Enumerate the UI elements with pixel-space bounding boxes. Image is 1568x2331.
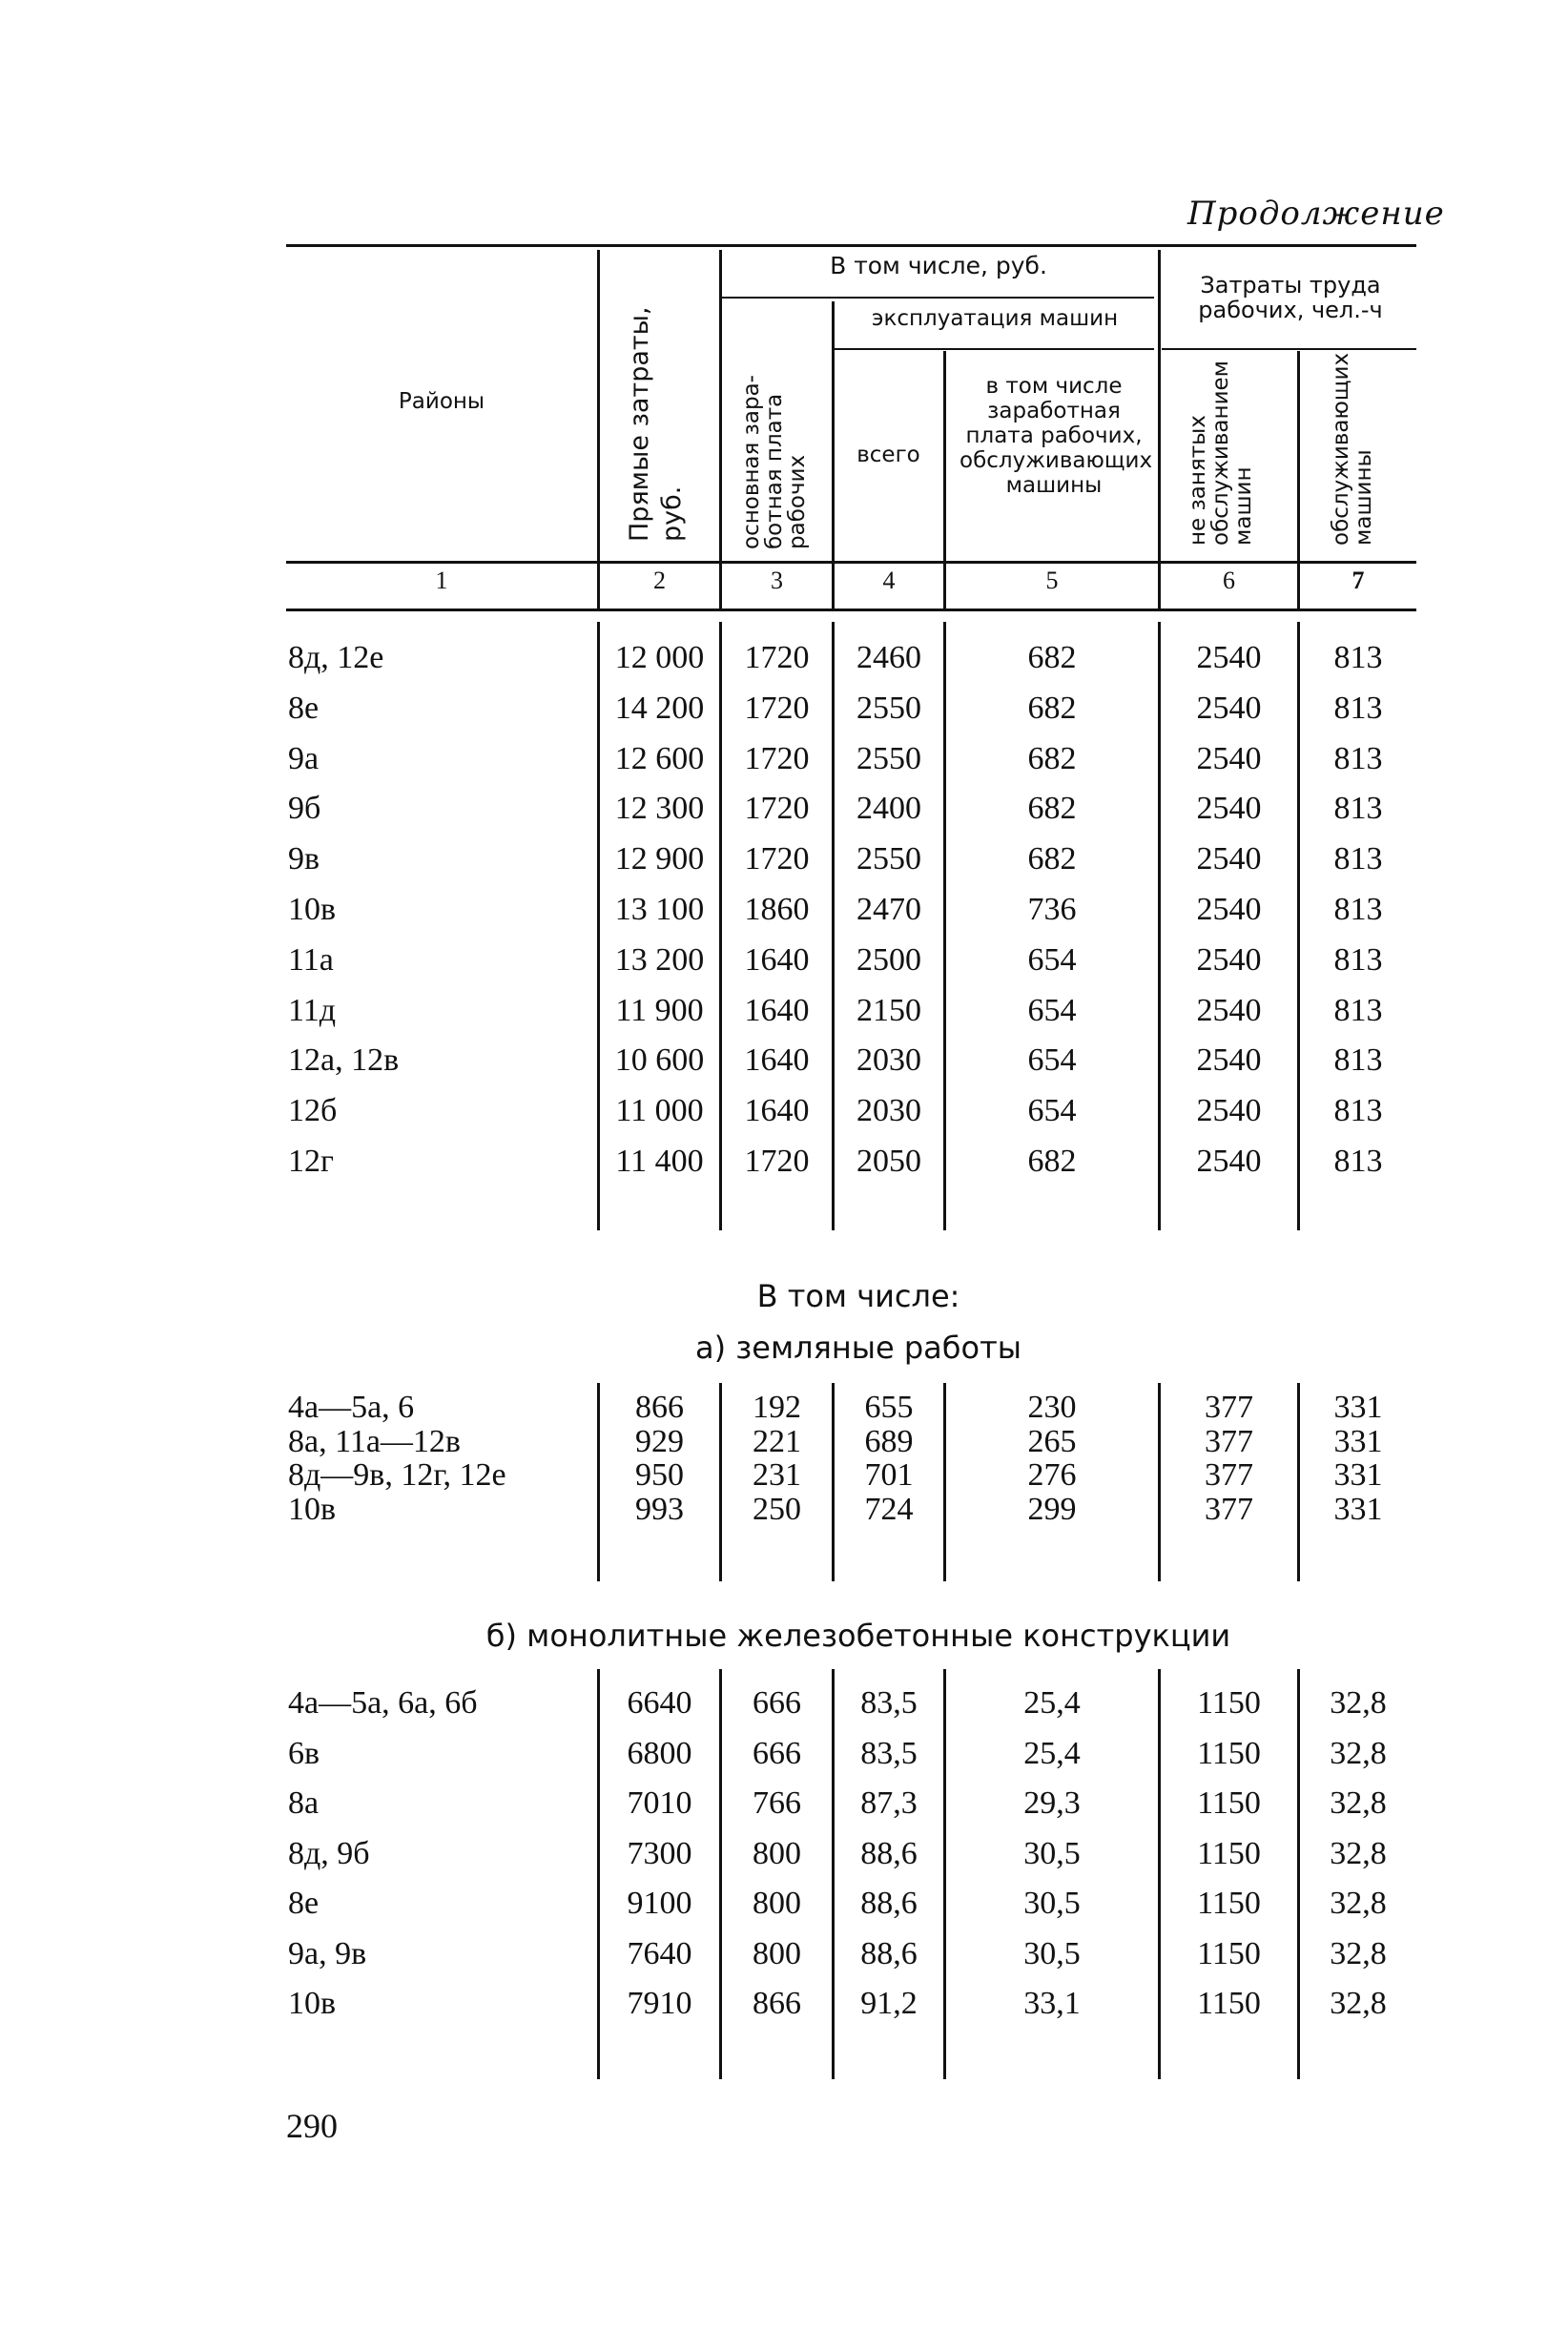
table-row: [0, 1879, 1568, 1929]
header-divider-5: [1158, 250, 1161, 609]
value-cell-col2: 13 200: [614, 941, 705, 978]
value-cell-col7: 813: [1333, 791, 1383, 827]
value-cell-col6: 2540: [1196, 992, 1262, 1028]
table-row: [0, 1493, 1568, 1527]
region-cell: 10в: [288, 1491, 337, 1527]
region-cell: 8д, 9б: [288, 1835, 370, 1871]
section-a-title: а) земляные работы: [695, 1330, 1021, 1366]
region-cell: 12а, 12в: [288, 1042, 400, 1079]
value-cell-col5: 25,4: [1023, 1735, 1081, 1771]
colnum-1: 1: [435, 567, 448, 594]
value-cell-col4: 724: [864, 1491, 914, 1527]
value-cell-col6: 2540: [1196, 841, 1262, 877]
value-cell-col4: 2030: [856, 1093, 921, 1129]
value-cell-col5: 736: [1027, 892, 1077, 927]
value-cell-col7: 32,8: [1330, 1835, 1387, 1871]
value-cell-col3: 1860: [744, 892, 810, 927]
value-cell-col7: 32,8: [1330, 1935, 1387, 1971]
value-cell-col3: 1640: [744, 1093, 810, 1129]
value-cell-col5: 682: [1027, 690, 1077, 726]
value-cell-col6: 2540: [1196, 1144, 1262, 1179]
value-cell-col5: 654: [1027, 1093, 1077, 1129]
table-row: [0, 1137, 1568, 1186]
value-cell-col3: 666: [753, 1685, 801, 1721]
value-cell-col4: 2030: [856, 1042, 921, 1079]
value-cell-col3: 231: [753, 1457, 801, 1493]
value-cell-col5: 33,1: [1023, 1986, 1081, 2021]
value-cell-col3: 800: [753, 1886, 801, 1921]
region-cell: 6в: [288, 1735, 320, 1771]
value-cell-col4: 88,6: [860, 1935, 918, 1971]
value-cell-col4: 2550: [856, 740, 921, 776]
value-cell-col6: 2540: [1196, 791, 1262, 827]
value-cell-col3: 800: [753, 1935, 801, 1971]
value-cell-col3: 1640: [744, 992, 810, 1028]
section-including: В том числе:: [756, 1278, 960, 1314]
value-cell-col7: 813: [1333, 740, 1383, 776]
continuation-label: Продолжение: [1187, 195, 1445, 233]
value-cell-col4: 655: [864, 1390, 914, 1425]
value-cell-col6: 2540: [1196, 640, 1262, 675]
colnum-bottom-rule: [286, 609, 1416, 611]
value-cell-col4: 83,5: [860, 1735, 918, 1771]
value-cell-col5: 30,5: [1023, 1886, 1081, 1921]
value-cell-col7: 813: [1333, 640, 1383, 675]
value-cell-col2: 7640: [627, 1935, 692, 1971]
value-cell-col7: 331: [1333, 1491, 1383, 1527]
value-cell-col2: 7300: [627, 1835, 692, 1871]
value-cell-col2: 6640: [627, 1685, 692, 1721]
region-cell: 4а—5а, 6а, 6б: [288, 1685, 478, 1721]
value-cell-col3: 221: [753, 1423, 801, 1459]
value-cell-col7: 32,8: [1330, 1986, 1387, 2021]
colnum-2: 2: [653, 567, 666, 594]
value-cell-col4: 2470: [856, 892, 921, 927]
value-cell-col7: 813: [1333, 1144, 1383, 1179]
value-cell-col5: 682: [1027, 640, 1077, 675]
value-cell-col7: 32,8: [1330, 1785, 1387, 1821]
value-cell-col3: 250: [753, 1491, 801, 1527]
value-cell-col6: 1150: [1197, 1886, 1261, 1921]
value-cell-col2: 866: [635, 1390, 684, 1425]
header-wages: основная зара-ботная плата рабочих: [739, 375, 810, 549]
value-cell-col3: 1720: [744, 690, 810, 726]
region-cell: 9б: [288, 791, 321, 827]
region-cell: 8д—9в, 12г, 12е: [288, 1457, 506, 1493]
table-row: [0, 684, 1568, 733]
value-cell-col4: 2500: [856, 941, 921, 978]
value-cell-col4: 2550: [856, 690, 921, 726]
value-cell-col2: 11 400: [615, 1144, 704, 1179]
table-row: [0, 835, 1568, 884]
value-cell-col5: 682: [1027, 791, 1077, 827]
value-cell-col7: 331: [1333, 1457, 1383, 1493]
table-top-rule: [286, 244, 1416, 247]
value-cell-col5: 25,4: [1023, 1685, 1081, 1721]
region-cell: 12г: [288, 1144, 334, 1179]
value-cell-col6: 1150: [1197, 1685, 1261, 1721]
table-row: [0, 1829, 1568, 1879]
value-cell-col7: 813: [1333, 690, 1383, 726]
value-cell-col6: 2540: [1196, 941, 1262, 978]
value-cell-col6: 2540: [1196, 1042, 1262, 1079]
value-cell-col5: 654: [1027, 941, 1077, 978]
value-cell-col7: 331: [1333, 1423, 1383, 1459]
region-cell: 11а: [288, 941, 334, 978]
value-cell-col3: 866: [753, 1986, 801, 2021]
table-row: [0, 1458, 1568, 1493]
region-cell: 9а, 9в: [288, 1935, 367, 1971]
header-machine-wages: в том числе заработная плата рабочих, обслуживающих машины: [959, 374, 1153, 498]
value-cell-col2: 929: [635, 1423, 684, 1459]
value-cell-col4: 88,6: [860, 1835, 918, 1871]
value-cell-col5: 682: [1027, 740, 1077, 776]
region-cell: 4а—5а, 6: [288, 1390, 415, 1425]
value-cell-col4: 2150: [856, 992, 921, 1028]
value-cell-col5: 265: [1027, 1423, 1077, 1459]
header-including: В том числе, руб.: [830, 252, 1047, 279]
value-cell-col6: 377: [1205, 1457, 1253, 1493]
value-cell-col5: 654: [1027, 992, 1077, 1028]
region-cell: 9а: [288, 740, 320, 776]
table-row: [0, 986, 1568, 1036]
value-cell-col5: 30,5: [1023, 1835, 1081, 1871]
value-cell-col4: 2460: [856, 640, 921, 675]
table-row: [0, 936, 1568, 985]
value-cell-col7: 813: [1333, 1093, 1383, 1129]
value-cell-col3: 1720: [744, 841, 810, 877]
value-cell-col2: 7010: [627, 1785, 692, 1821]
value-cell-col2: 993: [635, 1491, 684, 1527]
colnum-6: 6: [1223, 567, 1235, 594]
value-cell-col4: 2550: [856, 841, 921, 877]
value-cell-col2: 12 000: [614, 640, 705, 675]
value-cell-col3: 766: [753, 1785, 801, 1821]
table-row: [0, 1391, 1568, 1425]
value-cell-col4: 2400: [856, 791, 921, 827]
value-cell-col4: 87,3: [860, 1785, 918, 1821]
value-cell-col2: 6800: [627, 1735, 692, 1771]
value-cell-col6: 2540: [1196, 690, 1262, 726]
value-cell-col6: 1150: [1197, 1986, 1261, 2021]
table-row: [0, 885, 1568, 935]
value-cell-col2: 7910: [627, 1986, 692, 2021]
value-cell-col2: 14 200: [614, 690, 705, 726]
value-cell-col7: 813: [1333, 992, 1383, 1028]
value-cell-col5: 29,3: [1023, 1785, 1081, 1821]
region-cell: 12б: [288, 1093, 338, 1129]
value-cell-col2: 12 600: [614, 740, 705, 776]
table-row: [0, 1425, 1568, 1459]
value-cell-col5: 30,5: [1023, 1935, 1081, 1971]
region-cell: 10в: [288, 892, 337, 927]
value-cell-col7: 813: [1333, 941, 1383, 978]
value-cell-col3: 1720: [744, 640, 810, 675]
value-cell-col5: 276: [1027, 1457, 1077, 1493]
labor-group-rule: [1162, 348, 1416, 350]
value-cell-col3: 1720: [744, 740, 810, 776]
header-divider-1: [597, 250, 600, 609]
value-cell-col6: 1150: [1197, 1835, 1261, 1871]
value-cell-col6: 377: [1205, 1390, 1253, 1425]
value-cell-col4: 689: [864, 1423, 914, 1459]
value-cell-col6: 2540: [1196, 892, 1262, 927]
value-cell-col6: 1150: [1197, 1785, 1261, 1821]
value-cell-col7: 331: [1333, 1390, 1383, 1425]
region-cell: 8а, 11а—12в: [288, 1423, 461, 1459]
header-machine-ops: эксплуатация машин: [871, 306, 1119, 331]
section-b-title: б) монолитные железобетонные конструкции: [485, 1618, 1231, 1654]
region-cell: 11д: [288, 992, 337, 1028]
table-row: [0, 633, 1568, 683]
region-cell: 8е: [288, 1886, 320, 1921]
value-cell-col5: 654: [1027, 1042, 1077, 1079]
value-cell-col3: 1720: [744, 1144, 810, 1179]
region-cell: 10в: [288, 1986, 337, 2021]
colnum-3: 3: [771, 567, 783, 594]
header-not-machine: не занятых обслуживанием машин: [1186, 360, 1256, 546]
table-row: [0, 1779, 1568, 1828]
value-cell-col5: 299: [1027, 1491, 1077, 1527]
value-cell-col3: 666: [753, 1735, 801, 1771]
value-cell-col2: 950: [635, 1457, 684, 1493]
value-cell-col4: 701: [864, 1457, 914, 1493]
value-cell-col7: 813: [1333, 1042, 1383, 1079]
value-cell-col3: 800: [753, 1835, 801, 1871]
value-cell-col4: 2050: [856, 1144, 921, 1179]
table-row: [0, 1979, 1568, 2029]
table-row: [0, 1679, 1568, 1728]
header-divider-2: [719, 250, 722, 609]
value-cell-col6: 1150: [1197, 1935, 1261, 1971]
value-cell-col7: 813: [1333, 841, 1383, 877]
header-regions: Районы: [398, 389, 485, 414]
region-cell: 8д, 12е: [288, 640, 384, 675]
header-direct-costs: Прямые затраты, руб.: [625, 306, 687, 542]
subgroup-rule: [721, 297, 1154, 299]
value-cell-col3: 1640: [744, 1042, 810, 1079]
value-cell-col6: 2540: [1196, 740, 1262, 776]
value-cell-col6: 1150: [1197, 1735, 1261, 1771]
value-cell-col7: 32,8: [1330, 1735, 1387, 1771]
table-row: [0, 734, 1568, 784]
value-cell-col4: 88,6: [860, 1886, 918, 1921]
value-cell-col6: 2540: [1196, 1093, 1262, 1129]
value-cell-col6: 377: [1205, 1491, 1253, 1527]
value-cell-col4: 83,5: [860, 1685, 918, 1721]
value-cell-col7: 813: [1333, 892, 1383, 927]
table-row: [0, 1729, 1568, 1779]
table-row: [0, 1086, 1568, 1136]
value-cell-col5: 230: [1027, 1390, 1077, 1425]
region-cell: 8а: [288, 1785, 320, 1821]
value-cell-col7: 32,8: [1330, 1685, 1387, 1721]
header-labor: Затраты труда рабочих, чел.-ч: [1198, 272, 1383, 323]
page-number: 290: [286, 2107, 338, 2145]
table-row: [0, 1036, 1568, 1085]
table-row: [0, 1929, 1568, 1979]
value-cell-col2: 10 600: [614, 1042, 705, 1079]
value-cell-col3: 1640: [744, 941, 810, 978]
value-cell-col4: 91,2: [860, 1986, 918, 2021]
colnum-7: 7: [1351, 567, 1365, 594]
value-cell-col2: 11 900: [615, 992, 704, 1028]
machine-group-rule: [834, 348, 1154, 350]
value-cell-col2: 12 900: [614, 841, 705, 877]
table-row: [0, 784, 1568, 834]
value-cell-col2: 9100: [627, 1886, 692, 1921]
header-machine: обслуживающих машины: [1329, 352, 1376, 546]
value-cell-col6: 377: [1205, 1423, 1253, 1459]
colnum-5: 5: [1045, 567, 1059, 594]
value-cell-col2: 13 100: [614, 892, 705, 927]
colnum-4: 4: [882, 567, 896, 594]
value-cell-col5: 682: [1027, 1144, 1077, 1179]
region-cell: 9в: [288, 841, 320, 877]
header-bottom-rule: [286, 561, 1416, 564]
value-cell-col5: 682: [1027, 841, 1077, 877]
value-cell-col2: 11 000: [615, 1093, 704, 1129]
value-cell-col3: 192: [753, 1390, 801, 1425]
value-cell-col7: 32,8: [1330, 1886, 1387, 1921]
value-cell-col2: 12 300: [614, 791, 705, 827]
value-cell-col3: 1720: [744, 791, 810, 827]
header-total: всего: [856, 443, 920, 467]
region-cell: 8е: [288, 690, 320, 726]
